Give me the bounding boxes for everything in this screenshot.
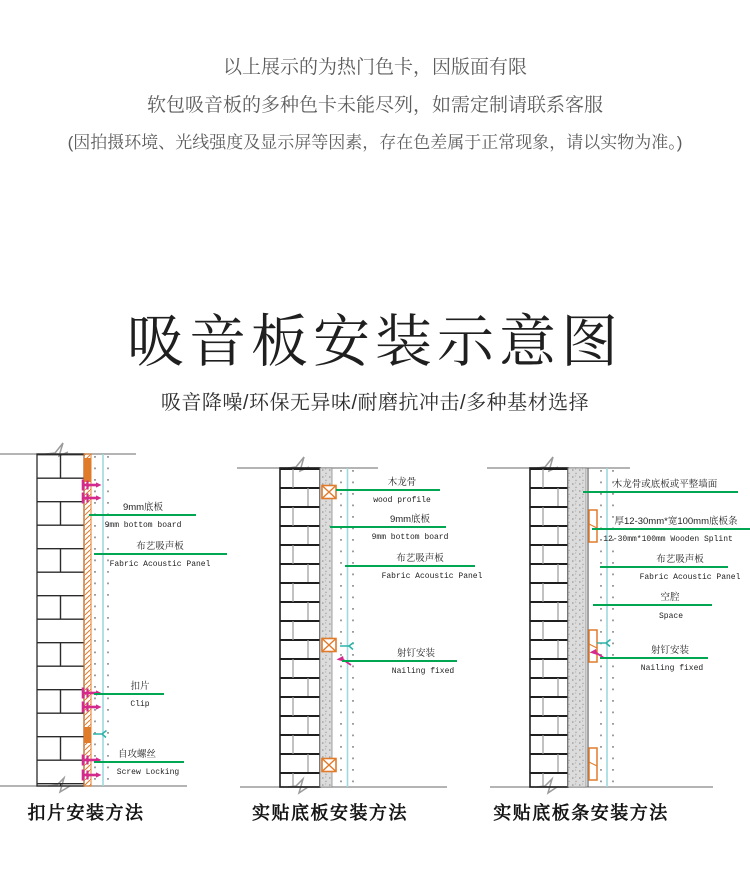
label-fabric-panel-zh: 布艺吸声板 <box>136 541 184 552</box>
label-fabric-panel-en: Fabric Acoustic Panel <box>639 573 741 582</box>
base-board-layer <box>568 468 586 787</box>
label-nailing <box>600 644 708 673</box>
diagram-clip-install-drawing <box>0 440 250 800</box>
brick-wall <box>530 468 568 787</box>
diagram-clip-install <box>0 440 250 800</box>
label-wood-profile <box>336 476 440 505</box>
label-nailing-zh: 射钉安装 <box>396 648 436 659</box>
diagram-direct-board-install-drawing <box>230 440 500 800</box>
label-nailing <box>342 647 457 676</box>
label-clip-en: Clip <box>130 700 150 709</box>
notice-line-1: 以上展示的为热门色卡，因版面有限 <box>222 57 527 78</box>
label-wood-splint <box>592 515 750 544</box>
label-wood-splint-zh: 厚12-30mm*宽100mm底板条 <box>614 516 738 527</box>
label-fabric-panel-en: Fabric Acoustic Panel <box>109 560 211 569</box>
label-fabric-panel-en: Fabric Acoustic Panel <box>381 572 483 581</box>
label-space-en: Space <box>658 612 684 621</box>
notice-line-2: 软包吸音板的多种色卡未能尽列，如需定制请联系客服 <box>146 95 603 116</box>
label-screw <box>94 748 184 777</box>
label-screw-zh: 自攻螺丝 <box>117 749 157 760</box>
label-wood-profile-en: wood profile <box>373 496 431 505</box>
label-nailing-en: Nailing fixed <box>640 664 704 673</box>
brick-wall <box>280 468 320 787</box>
notice-line-3: (因拍摄环境、光线强度及显示屏等因素，存在色差属于正常现象，请以实物为准。) <box>67 133 683 152</box>
clip-bracket-icon <box>597 640 611 647</box>
label-clip-zh: 扣片 <box>130 681 150 692</box>
label-base-surface-zh: 木龙骨或底板或平整墙面 <box>612 479 718 490</box>
wood-splint-icon <box>589 510 597 542</box>
label-nailing-en: Nailing fixed <box>391 667 455 676</box>
label-fabric-panel-zh: 布艺吸声板 <box>396 553 444 564</box>
label-fabric-panel <box>345 552 483 581</box>
label-bottom-board-zh: 9mm底板 <box>389 514 431 525</box>
wood-keel-icon <box>322 639 336 652</box>
label-clip <box>94 680 164 709</box>
label-screw-en: Screw Locking <box>116 768 180 777</box>
wood-splint-icon <box>589 748 597 780</box>
caption-direct-board-method: 实贴底板安装方法 <box>252 803 408 823</box>
label-fabric-panel <box>600 553 741 582</box>
label-fabric-panel <box>94 540 227 569</box>
diagram-direct-board-install <box>230 440 500 800</box>
label-space-zh: 空腔 <box>660 592 680 603</box>
label-nailing-zh: 射钉安装 <box>650 645 690 656</box>
diagram-board-strip-install-drawing <box>480 440 750 800</box>
label-bottom-board-en: 9mm bottom board <box>104 521 182 530</box>
label-bottom-board-en: 9mm bottom board <box>371 533 449 542</box>
caption-board-strip-method: 实贴底板条安装方法 <box>493 803 669 823</box>
wood-block <box>84 727 91 743</box>
page-title: 吸音板安装示意图 <box>127 310 623 374</box>
wood-block <box>84 458 91 482</box>
brick-wall <box>37 454 84 786</box>
diagram-board-strip-install <box>480 440 750 800</box>
label-wood-splint-en: 12-30mm*100mm Wooden Splint <box>603 535 733 544</box>
caption-clip-method: 扣片安装方法 <box>27 803 145 823</box>
wood-splint-icon <box>589 630 597 662</box>
bottom-board-layer <box>320 468 332 787</box>
page-subtitle: 吸音降噪/环保无异味/耐磨抗冲击/多种基材选择 <box>160 392 590 414</box>
clip-bracket-icon <box>93 731 107 738</box>
label-bottom-board <box>89 501 196 530</box>
wood-keel-icon <box>322 759 336 772</box>
label-space <box>593 591 712 621</box>
label-fabric-panel-zh: 布艺吸声板 <box>656 554 704 565</box>
label-bottom-board-zh: 9mm底板 <box>122 502 164 513</box>
label-wood-profile-zh: 木龙骨 <box>387 477 417 488</box>
wood-keel-icon <box>322 486 336 499</box>
